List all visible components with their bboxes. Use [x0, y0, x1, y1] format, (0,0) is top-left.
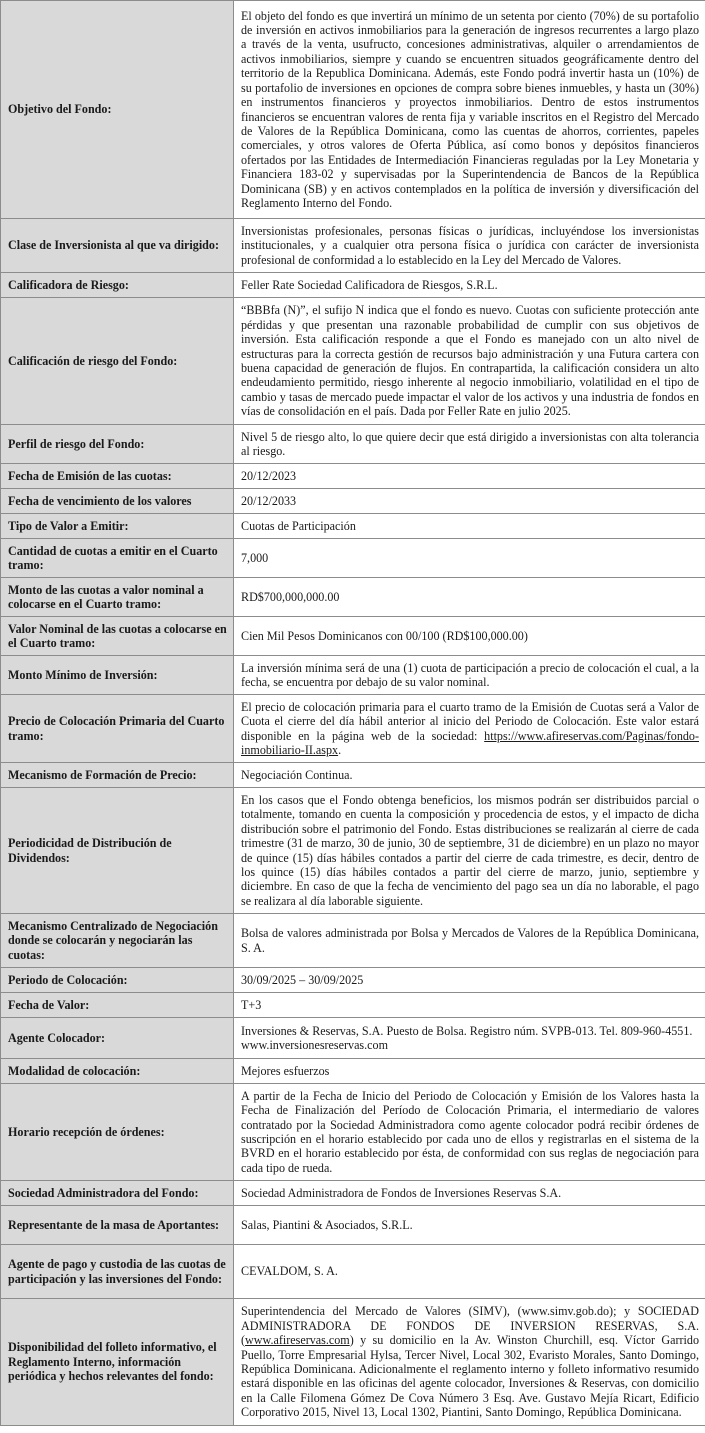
row-label: Agente Colocador: [1, 1018, 234, 1059]
table-row [1, 1059, 705, 1084]
table-row [1, 763, 705, 788]
row-value: La inversión mínima será de una (1) cuota de participación a precio de colocación el cual, a la fecha, se encuentra por debajo de su valor nominal. [234, 656, 705, 695]
row-label: Sociedad Administradora del Fondo: [1, 1181, 234, 1206]
table-row [1, 914, 705, 968]
table-row [1, 539, 705, 578]
row-label: Modalidad de colocación: [1, 1059, 234, 1084]
row-label: Valor Nominal de las cuotas a colocarse en el Cuarto tramo: [1, 617, 234, 656]
row-label: Mecanismo de Formación de Precio: [1, 763, 234, 788]
table-row [1, 489, 705, 514]
row-label: Objetivo del Fondo: [1, 1, 234, 219]
table-row [1, 993, 705, 1018]
row-value: T+3 [234, 993, 705, 1018]
row-value: Mejores esfuerzos [234, 1059, 705, 1084]
row-label: Fecha de Emisión de las cuotas: [1, 464, 234, 489]
row-value: El objeto del fondo es que invertirá un mínimo de un setenta por ciento (70%) de su portafolio de inversión en activos inmobiliarios para la generación de ingresos recurrentes a largo plazo a través de la venta, usufructo, concesiones administrativas, alquiler o arrendamientos de activos inmobiliarios, siempre y cuando se encuentren situados geográficamente dentro del territorio de la Republica Dominicana. Además, este Fondo podrá invertir hasta un (10%) de su portafolio de inversiones en opciones de compra sobre bienes inmuebles, y hasta un (30%) en instrumentos financieros y proyectos inmobiliarios. Dentro de estos instrumentos financieros se encuentran valores de renta fija y variable inscritos en el Registro del Mercado de Valores de la República Dominicana, como las cuentas de ahorros, corrientes, papeles comerciales, y otros valores de Oferta Pública, así como bonos y depósitos financieros ofertados por las Entidades de Intermediación Financieras reguladas por la Ley Monetaria y Financiera 183-02 y supervisadas por la Superintendencia de Bancos de la República Dominicana (SB) y en activos contemplados en la política de inversión y diversificación del Reglamento Interno del Fondo. [234, 1, 705, 219]
row-label: Periodicidad de Distribución de Dividendos: [1, 788, 234, 914]
table-row [1, 1181, 705, 1206]
row-value: RD$700,000,000.00 [234, 578, 705, 617]
row-label: Horario recepción de órdenes: [1, 1084, 234, 1181]
row-label: Fecha de vencimiento de los valores [1, 489, 234, 514]
row-value: Cien Mil Pesos Dominicanos con 00/100 (RD$100,000.00) [234, 617, 705, 656]
row-value: Bolsa de valores administrada por Bolsa y Mercados de Valores de la República Dominicana, S. A. [234, 914, 705, 968]
row-value [234, 695, 705, 763]
row-value: 20/12/2033 [234, 489, 705, 514]
row-label: Mecanismo Centralizado de Negociación donde se colocarán y negociarán las cuotas: [1, 914, 234, 968]
row-value [234, 1299, 705, 1426]
row-label: Tipo de Valor a Emitir: [1, 514, 234, 539]
row-label: Calificadora de Riesgo: [1, 273, 234, 298]
row-label: Monto Mínimo de Inversión: [1, 656, 234, 695]
row-value: Nivel 5 de riesgo alto, lo que quiere decir que está dirigido a inversionistas con alta tolerancia al riesgo. [234, 425, 705, 464]
row-label: Cantidad de cuotas a emitir en el Cuarto tramo: [1, 539, 234, 578]
row-value: Salas, Piantini & Asociados, S.R.L. [234, 1206, 705, 1245]
row-value: A partir de la Fecha de Inicio del Periodo de Colocación y Emisión de los Valores hasta la Fecha de Finalización del Período de Colocación Primaria, el intermediario de valores contratado por la Sociedad Administradora como agente colocador podrá recibir órdenes de suscripción en el horario establecido por cada uno de ellos y registrarlas en el sistema de la BVRD en el horario establecido por ésta, de conformidad con sus reglas de negociación para cada tipo de rueda. [234, 1084, 705, 1181]
table-row [1, 1084, 705, 1181]
row-value: 20/12/2023 [234, 464, 705, 489]
row-value: Inversiones & Reservas, S.A. Puesto de Bolsa. Registro núm. SVPB-013. Tel. 809-960-4551. www.inversionesreservas.com [234, 1018, 705, 1059]
table-row [1, 656, 705, 695]
row-value: Inversionistas profesionales, personas físicas o jurídicas, incluyéndose los inversionistas institucionales, y a cualquier otra persona física o jurídica con carácter de inversionista profesional de conformidad a lo establecido en la Ley del Mercado de Valores. [234, 219, 705, 273]
table-row [1, 1206, 705, 1245]
row-value: Cuotas de Participación [234, 514, 705, 539]
fund-page-link[interactable]: https://www.afireservas.com/Paginas/fondo-inmobiliario-II.aspx [241, 728, 699, 757]
table-row [1, 617, 705, 656]
row-value-tail: . [338, 742, 342, 757]
row-value: 7,000 [234, 539, 705, 578]
row-value-tail: ) y su domicilio en la Av. Winston Churchill, esq. Víctor Garrido Puello, Torre Empresarial Hylsa, Tercer Nivel, Local 302, Evaristo Morales, Santo Domingo, República Dominicana. Adicionalmente el reglamento interno y folleto informativo resumido estará disponible en las oficinas del agente colocador, Inversiones & Reservas, con domicilio en la Calle Filomena Gómez De Cova Número 3 Esq. Ave. Gustavo Mejía Ricart, Edificio Corporativo 2015, Nivel 13, Local 1302, Piantini, Santo Domingo, República Dominicana. [241, 1333, 699, 1420]
table-row [1, 578, 705, 617]
table-row [1, 425, 705, 464]
row-label: Periodo de Colocación: [1, 968, 234, 993]
table-row [1, 788, 705, 914]
table-row [1, 1245, 705, 1299]
table-row [1, 298, 705, 425]
row-value-text: Superintendencia del Mercado de Valores (SIMV), (www.simv.gob.do); y SOCIEDAD ADMINISTRADORA DE FONDOS DE INVERSION RESERVAS, S.A. ( [241, 1304, 699, 1348]
row-label: Monto de las cuotas a valor nominal a colocarse en el Cuarto tramo: [1, 578, 234, 617]
row-value: Sociedad Administradora de Fondos de Inversiones Reservas S.A. [234, 1181, 705, 1206]
table-row [1, 464, 705, 489]
table-row [1, 695, 705, 763]
afireservas-link[interactable]: www.afireservas.com [245, 1333, 350, 1348]
row-label: Fecha de Valor: [1, 993, 234, 1018]
row-label: Disponibilidad del folleto informativo, el Reglamento Interno, información periódica y hechos relevantes del fondo: [1, 1299, 234, 1426]
row-value: Negociación Continua. [234, 763, 705, 788]
table-row [1, 273, 705, 298]
table-row [1, 219, 705, 273]
row-value-text: El precio de colocación primaria para el cuarto tramo de la Emisión de Cuotas será a Valor de Cuota el cierre del día hábil anterior al inicio del Periodo de Colocación. Este valor estará disponible en la página web de la sociedad: [241, 699, 699, 743]
table-row [1, 1299, 705, 1426]
row-value: Feller Rate Sociedad Calificadora de Riesgos, S.R.L. [234, 273, 705, 298]
row-label: Clase de Inversionista al que va dirigido: [1, 219, 234, 273]
table-row [1, 1, 705, 219]
row-value: En los casos que el Fondo obtenga beneficios, los mismos podrán ser distribuidos parcial o totalmente, tomando en cuenta la composición y procedencia de estos, y el impacto de dicha distribución sobre el patrimonio del Fondo. Estas distribuciones se realizarán al cierre de cada trimestre (31 de marzo, 30 de junio, 30 de septiembre, 31 de diciembre) en un plazo no mayor de quince (15) días hábiles contados a partir del cierre de cada trimestre, es decir, dentro de los quince (15) días hábiles contados a partir del cierre de marzo, junio, septiembre y diciembre. En caso de que la fecha de vencimiento del pago sea un día no laborable, el pago se realizara al día laborable siguiente. [234, 788, 705, 914]
row-label: Precio de Colocación Primaria del Cuarto tramo: [1, 695, 234, 763]
row-label: Representante de la masa de Aportantes: [1, 1206, 234, 1245]
table-row [1, 968, 705, 993]
table-row [1, 1018, 705, 1059]
row-value: “BBBfa (N)”, el sufijo N indica que el fondo es nuevo. Cuotas con suficiente protección ante pérdidas y que presentan una razonable probabilidad de cumplir con sus objetivos de inversión. Esta calificación responde a que el Fondo es manejado con un alto nivel de estructuras para la correcta gestión de recursos bajo administración y una Futura cartera con buena capacidad de generación de flujos. En contrapartida, la calificación considera un alto endeudamiento permitido, riesgo inherente al negocio inmobiliario, volatilidad en el tipo de cambio y tasas de mercado puede impactar el valor de los activos y una industria de fondos en vías de consolidación en el país. Dada por Feller Rate en julio 2025. [234, 298, 705, 425]
row-label: Agente de pago y custodia de las cuotas de participación y las inversiones del Fondo: [1, 1245, 234, 1299]
row-label: Calificación de riesgo del Fondo: [1, 298, 234, 425]
table-row [1, 514, 705, 539]
row-value: CEVALDOM, S. A. [234, 1245, 705, 1299]
row-value: 30/09/2025 – 30/09/2025 [234, 968, 705, 993]
row-label: Perfil de riesgo del Fondo: [1, 425, 234, 464]
